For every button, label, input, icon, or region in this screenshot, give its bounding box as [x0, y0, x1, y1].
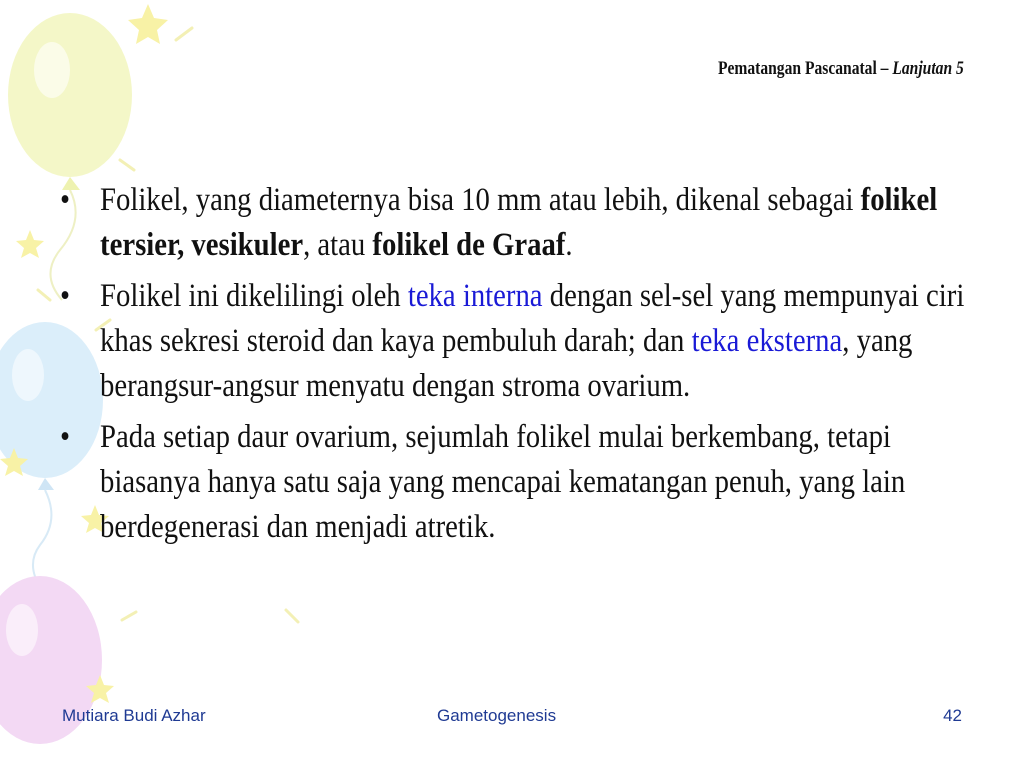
bullet-marker: • [60, 182, 71, 218]
slide-title-main: Pematangan Pascanatal – [718, 58, 893, 79]
bullet-text: , yang berangsur-angsur menyatu dengan stroma ovarium. [100, 323, 913, 404]
bullet-text: Folikel ini dikelilingi oleh [100, 278, 408, 314]
bullet-item [60, 178, 965, 268]
highlighted-term: teka interna [407, 278, 543, 314]
star-icon [128, 4, 168, 44]
bullet-text: dengan sel-sel yang mempunyai ciri khas sekresi steroid dan kaya pembuluh darah; dan [100, 278, 965, 359]
slide-title [718, 58, 964, 80]
footer-author: Mutiara Budi Azhar [62, 706, 206, 725]
bullet-item [60, 274, 965, 409]
highlighted-term: teka eksterna [691, 323, 843, 359]
bold-term: folikel de Graaf [372, 227, 566, 263]
footer-page-number: 42 [943, 706, 962, 725]
star-icon [16, 230, 44, 258]
bullet-text: Pada setiap daur ovarium, sejumlah folikel mulai berkembang, tetapi biasanya hanya satu saja yang mencapai kematangan penuh, yang lain berdegenerasi dan menjadi atretik. [100, 419, 906, 545]
bullet-text: , atau [303, 227, 373, 263]
bold-term: folikel tersier, vesikuler [100, 182, 938, 263]
footer-topic: Gametogenesis [437, 706, 557, 725]
bullet-marker: • [60, 419, 71, 455]
bullet-item [60, 415, 965, 550]
slide-title-italic: Lanjutan 5 [892, 58, 964, 79]
bullet-list [60, 178, 965, 556]
bullet-text: Folikel, yang diameternya bisa 10 mm atau lebih, dikenal sebagai [100, 182, 861, 218]
bullet-marker: • [60, 278, 71, 314]
bullet-text: . [565, 227, 573, 263]
